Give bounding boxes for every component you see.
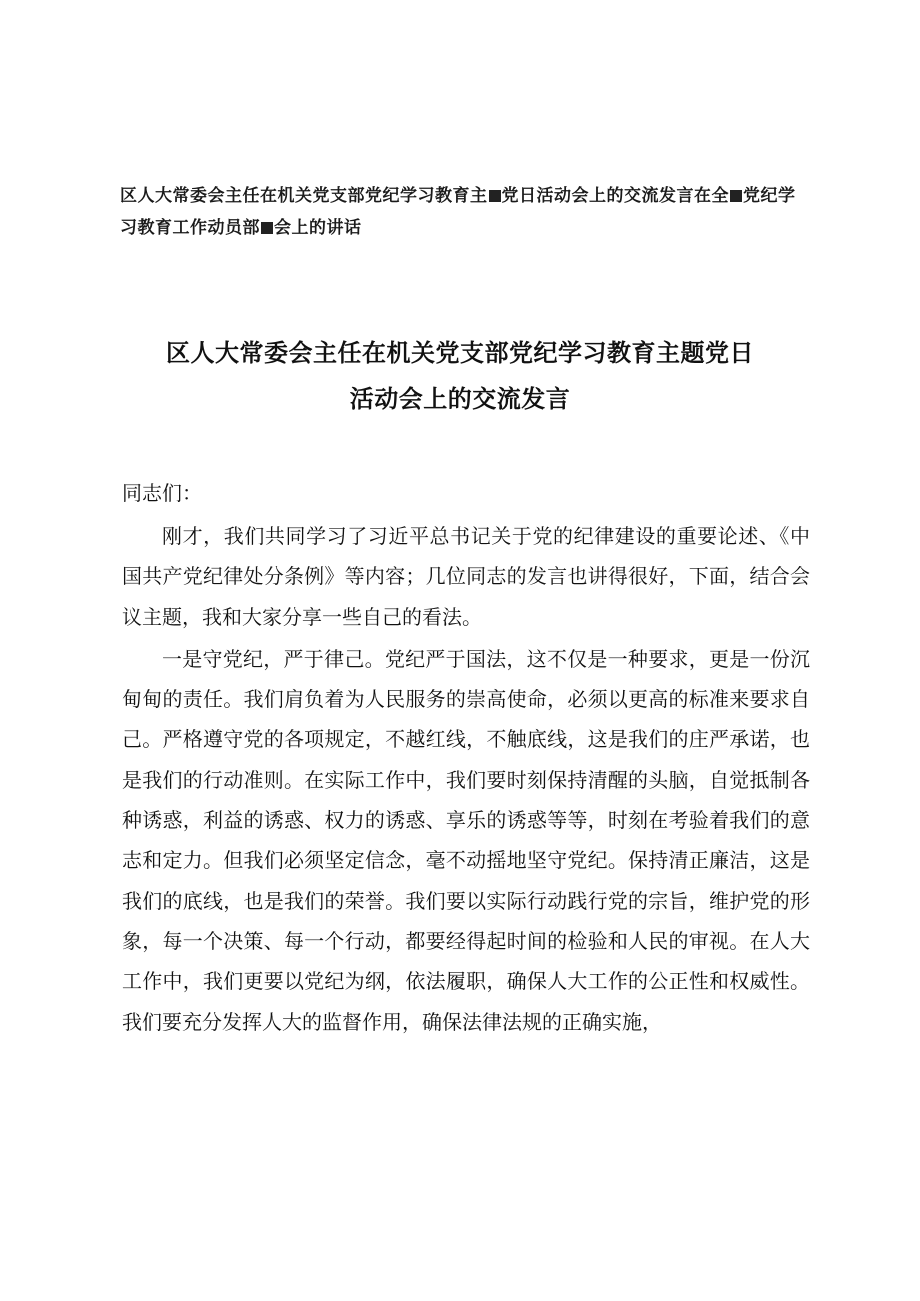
salutation: 同志们：: [122, 481, 202, 505]
body-paragraph-1: 刚才，我们共同学习了习近平总书记关于党的纪律建设的重要论述、《中国共产党纪律处分条例》等内容；几位同志的发言也讲得很好，下面，结合会议主题，我和大家分享一些自己的看法。: [122, 524, 810, 629]
redaction-square-icon: [261, 222, 273, 234]
document-body: [122, 516, 810, 1042]
body-paragraph-2: 一是守党纪，严于律己。党纪严于国法，这不仅是一种要求，更是一份沉甸甸的责任。我们肩负着为人民服务的崇高使命，必须以更高的标准来要求自己。严格遵守党的各项规定，不越红线，不触底线，这是我们的庄严承诺，也是我们的行动准则。在实际工作中，我们要时刻保持清醒的头脑，自觉抵制各种诱惑，利益的诱惑、权力的诱惑、享乐的诱惑等等，时刻在考验着我们的意志和定力。但我们必须坚定信念，毫不动摇地坚守党纪。保持清正廉洁，这是我们的底线，也是我们的荣誉。我们要以实际行动践行党的宗旨，维护党的形象，每一个决策、每一个行动，都要经得起时间的检验和人民的审视。在人大工作中，我们更要以党纪为纲，依法履职，确保人大工作的公正性和权威性。我们要充分发挥人大的监督作用，确保法律法规的正确实施，: [122, 646, 810, 1034]
title-line-2: 活动会上的交流发言: [349, 385, 571, 413]
document-header: [120, 180, 810, 244]
header-text-part4: 会上的讲话: [274, 218, 362, 238]
header-text-part1: 区人大常委会主任在机关党支部党纪学习教育主: [120, 186, 488, 206]
title-line-1: 区人大常委会主任在机关党支部党纪学习教育主题党日: [166, 339, 754, 367]
header-text-part3: 党纪学习教育工作动员部: [120, 186, 796, 238]
document-title: [110, 330, 810, 422]
redaction-square-icon: [489, 190, 501, 202]
header-text-part2: 党日活动会上的交流发言在全: [501, 186, 729, 206]
redaction-square-icon: [730, 190, 742, 202]
